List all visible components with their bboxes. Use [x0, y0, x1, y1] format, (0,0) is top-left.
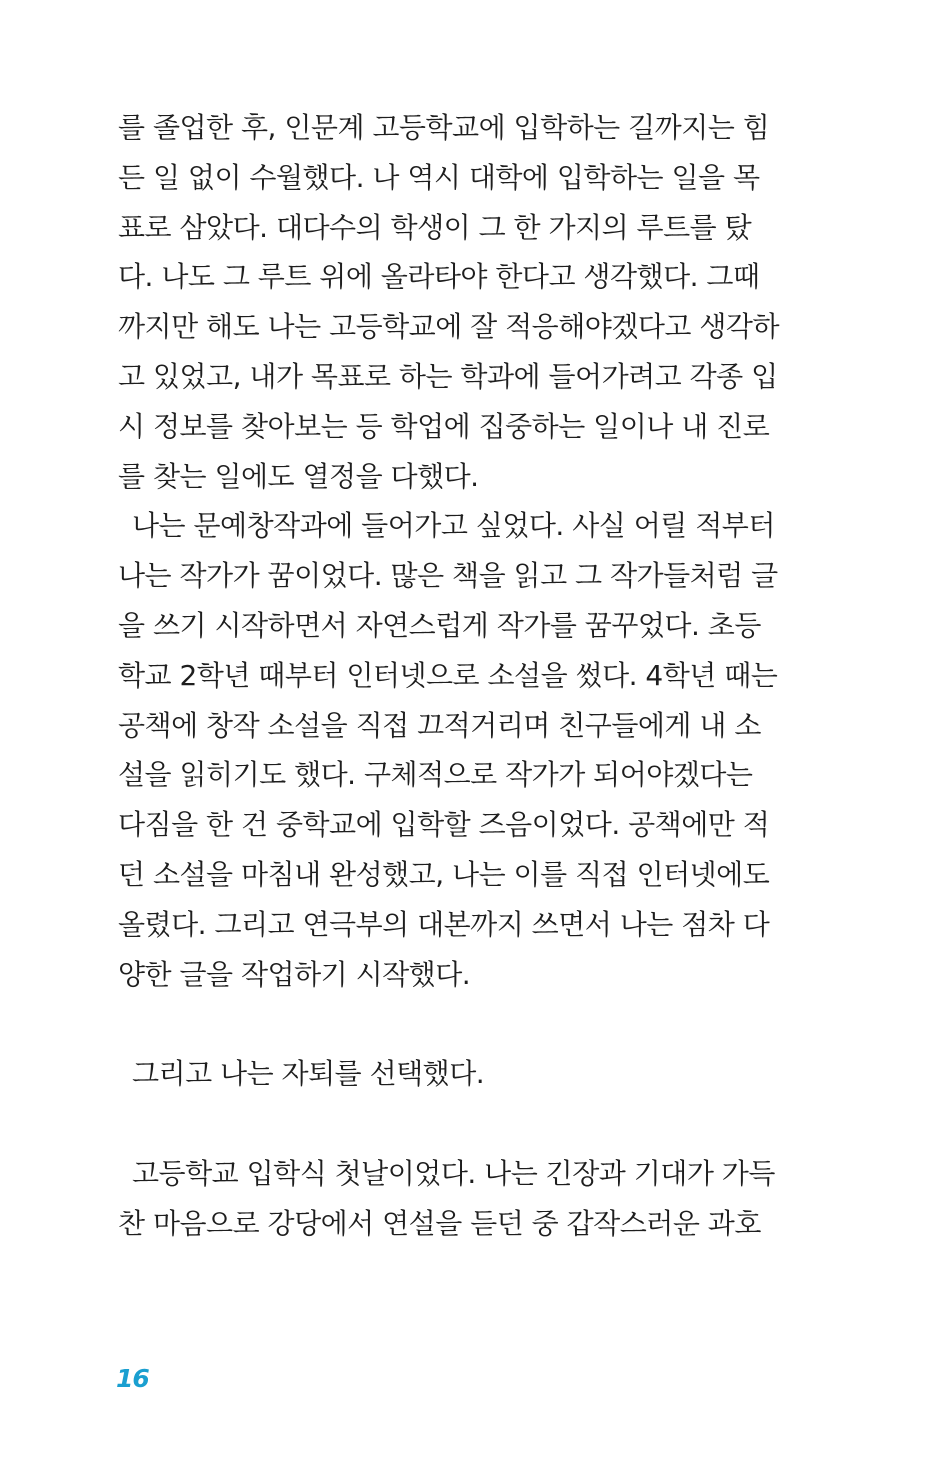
text-line: 나는 문예창작과에 들어가고 싶었다. 사실 어릴 적부터	[132, 509, 775, 543]
text-line: 올렸다. 그리고 연극부의 대본까지 쓰면서 나는 점차 다	[118, 907, 770, 941]
text-line: 표로 삼았다. 대다수의 학생이 그 한 가지의 루트를 탔	[118, 210, 752, 244]
text-line: 을 쓰기 시작하면서 자연스럽게 작가를 꿈꾸었다. 초등	[118, 608, 761, 642]
text-line: 다. 나도 그 루트 위에 올라타야 한다고 생각했다. 그때	[118, 260, 760, 294]
paragraph-4	[118, 1149, 775, 1249]
text-line: 나는 작가가 꿈이었다. 많은 책을 읽고 그 작가들처럼 글	[118, 559, 778, 593]
text-line: 를 찾는 일에도 열정을 다했다.	[118, 459, 479, 493]
text-line: 양한 글을 작업하기 시작했다.	[118, 957, 471, 991]
text-line: 학교 2학년 때부터 인터넷으로 소설을 썼다. 4학년 때는	[118, 658, 778, 692]
text-line: 든 일 없이 수월했다. 나 역시 대학에 입학하는 일을 목	[118, 160, 760, 194]
page-body	[118, 103, 780, 1248]
text-line: 그리고 나는 자퇴를 선택했다.	[132, 1057, 485, 1091]
text-line: 던 소설을 마침내 완성했고, 나는 이를 직접 인터넷에도	[118, 857, 770, 891]
text-line: 설을 읽히기도 했다. 구체적으로 작가가 되어야겠다는	[118, 758, 753, 792]
text-line: 다짐을 한 건 중학교에 입학할 즈음이었다. 공책에만 적	[118, 808, 770, 842]
blank-line	[118, 999, 748, 1049]
text-line: 를 졸업한 후, 인문계 고등학교에 입학하는 길까지는 힘	[118, 111, 770, 144]
page-number: 16	[116, 1364, 149, 1393]
text-line: 까지만 해도 나는 고등학교에 잘 적응해야겠다고 생각하	[118, 310, 780, 344]
text-line: 고 있었고, 내가 목표로 하는 학과에 들어가려고 각종 입	[118, 359, 778, 393]
text-line: 시 정보를 찾아보는 등 학업에 집중하는 일이나 내 진로	[118, 409, 770, 443]
paragraph-2	[118, 501, 778, 999]
paragraph-1	[118, 103, 780, 501]
text-line: 찬 마음으로 강당에서 연설을 듣던 중 갑작스러운 과호	[118, 1206, 761, 1240]
paragraph-3	[118, 1049, 748, 1099]
blank-line	[118, 1099, 748, 1149]
text-line: 고등학교 입학식 첫날이었다. 나는 긴장과 기대가 가득	[132, 1156, 775, 1190]
text-line: 공책에 창작 소설을 직접 끄적거리며 친구들에게 내 소	[118, 708, 761, 742]
